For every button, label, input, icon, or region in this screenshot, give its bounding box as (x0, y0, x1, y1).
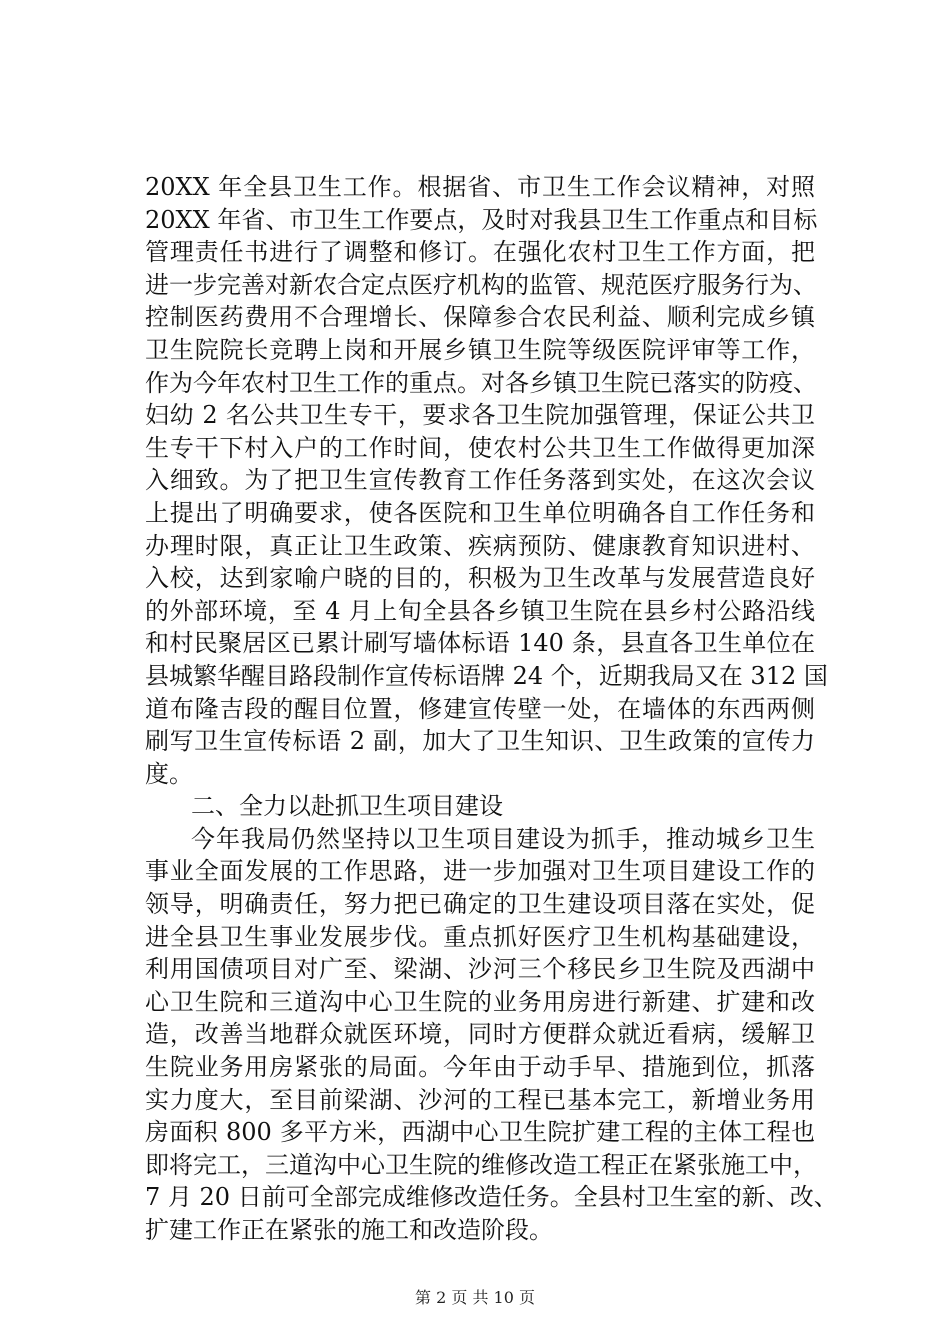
paragraph-line: 房面积 800 多平方米，西湖中心卫生院扩建工程的主体工程也 (145, 1118, 815, 1147)
paragraph-line: 上提出了明确要求，使各医院和卫生单位明确各自工作任务和 (145, 498, 815, 527)
paragraph-line: 的外部环境，至 4 月上旬全县各乡镇卫生院在县乡村公路沿线 (145, 596, 815, 625)
paragraph-line: 20XX 年省、市卫生工作要点，及时对我县卫生工作重点和目标 (145, 205, 818, 234)
paragraph-line: 造，改善当地群众就医环境，同时方便群众就近看病，缓解卫 (145, 1020, 815, 1049)
paragraph-line: 进全县卫生事业发展步伐。重点抓好医疗卫生机构基础建设， (145, 922, 815, 951)
paragraph-line: 心卫生院和三道沟中心卫生院的业务用房进行新建、扩建和改 (145, 987, 815, 1016)
paragraph-line: 管理责任书进行了调整和修订。在强化农村卫生工作方面，把 (145, 238, 815, 267)
paragraph-1 (145, 171, 828, 790)
paragraph-line: 今年我局仍然坚持以卫生项目建设为抓手，推动城乡卫生 (191, 824, 815, 853)
paragraph-line: 7 月 20 日前可全部完成维修改造任务。全县村卫生室的新、改、 (145, 1183, 838, 1212)
section-heading: 二、全力以赴抓卫生项目建设 (191, 792, 503, 821)
paragraph-line: 即将完工，三道沟中心卫生院的维修改造工程正在紧张施工中， (145, 1150, 817, 1179)
paragraph-line: 控制医药费用不合理增长、保障参合农民利益、顺利完成乡镇 (145, 303, 815, 332)
paragraph-line: 道布隆吉段的醒目位置，修建宣传壁一处，在墙体的东西两侧 (145, 694, 815, 723)
paragraph-line: 事业全面发展的工作思路，进一步加强对卫生项目建设工作的 (145, 857, 815, 886)
paragraph-line: 卫生院院长竞聘上岗和开展乡镇卫生院等级医院评审等工作， (145, 335, 815, 364)
paragraph-line: 扩建工作正在紧张的施工和改造阶段。 (145, 1216, 553, 1244)
paragraph-2 (145, 823, 838, 1247)
paragraph-line: 入校，达到家喻户晓的目的，积极为卫生改革与发展营造良好 (145, 564, 815, 593)
paragraph-line: 度。 (145, 759, 193, 788)
paragraph-line: 利用国债项目对广至、梁湖、沙河三个移民乡卫生院及西湖中 (145, 955, 815, 984)
paragraph-line: 办理时限，真正让卫生政策、疾病预防、健康教育知识进村、 (145, 531, 815, 560)
paragraph-line: 作为今年农村卫生工作的重点。对各乡镇卫生院已落实的防疫、 (145, 368, 817, 397)
paragraph-line: 和村民聚居区已累计刷写墙体标语 140 条，县直各卫生单位在 (145, 629, 815, 658)
document-body (145, 171, 838, 1247)
paragraph-line: 妇幼 2 名公共卫生专干，要求各卫生院加强管理，保证公共卫 (145, 401, 815, 430)
paragraph-line: 20XX 年全县卫生工作。根据省、市卫生工作会议精神，对照 (145, 173, 815, 201)
paragraph-line: 领导，明确责任，努力把已确定的卫生建设项目落在实处，促 (145, 890, 815, 919)
paragraph-line: 实力度大，至目前梁湖、沙河的工程已基本完工，新增业务用 (145, 1085, 815, 1114)
paragraph-line: 进一步完善对新农合定点医疗机构的监管、规范医疗服务行为、 (145, 270, 817, 299)
paragraph-line: 刷写卫生宣传标语 2 副，加大了卫生知识、卫生政策的宣传力 (145, 727, 815, 756)
paragraph-line: 县城繁华醒目路段制作宣传标语牌 24 个，近期我局又在 312 国 (145, 661, 828, 690)
page-number-footer: 第 2 页 共 10 页 (415, 1288, 535, 1307)
paragraph-line: 入细致。为了把卫生宣传教育工作任务落到实处，在这次会议 (145, 466, 815, 495)
paragraph-line: 生专干下村入户的工作时间，使农村公共卫生工作做得更加深 (145, 433, 815, 462)
paragraph-line: 生院业务用房紧张的局面。今年由于动手早、措施到位，抓落 (145, 1053, 815, 1082)
